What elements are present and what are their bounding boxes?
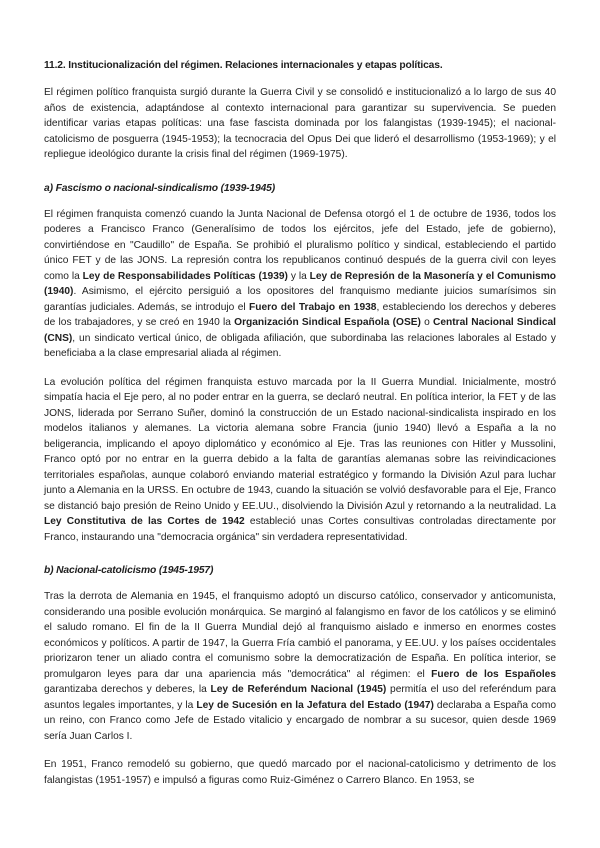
text-run: El régimen franquista comenzó cuando la Junta Nacional de Defensa otorgó el 1 de octubre de 1936, todos los poderes a Francisco Franco (Generalísimo de todos los ejércitos, jefe del Estado, jefe de gobierno), convirtiéndose en "Caudillo" de España. Se prohibió el pluralismo político y sindical, estableciendo el partido único FET y de las JONS. La represión contra los republicanos continuó después de la guerra civil con leyes como la [44,208,556,282]
text-run: La evolución política del régimen franquista estuvo marcada por la II Guerra Mundial. Inicialmente, mostró simpatía hacia el Eje pero, al no poder entrar en la guerra, se declaró neutral. En política interior, la FET y de las JONS, liderada por Serrano Suñer, dominó la construcción de un Estado nacional-sindicalista inspirado en los modelos italianos y alemanes. La victoria alemana sobre Francia (junio 1940) llevó a España a la no beligerancia, implicando el apoyo diplomático y económico al Eje. Tras las reuniones con Hitler y Mussolini, Franco optó por no entrar en la guerra debido a la falta de garantías alemanas sobre las reivindicaciones territoriales españolas, aunque colaboró enviando material estratégico y formando la División Azul para luchar junto a Alemania en la URSS. En octubre de 1943, cuando la situación se volvió desfavorable para el Eje, Franco se distanció bajo presión de Reino Unido y EE.UU., disolviendo la División Azul y retornando a la neutralidad. La [44,376,556,512]
text-run: , estableciendo los derechos y deberes de los trabajadores, y se creó en 1940 la [44,301,557,328]
bold-term: Fuero del Trabajo en 1938 [249,301,377,313]
bold-term: Ley de Responsabilidades Políticas (1939) [82,270,288,282]
text-run: permitía el uso del referéndum para asuntos legales importantes, y la [44,684,556,711]
text-run: estableció unas Cortes consultivas controladas directamente por Franco, instaurando una "democracia orgánica" sin verdadera representatividad. [44,516,556,543]
text-run: declaraba a España como un reino, con Franco como Jefe de Estado vitalicio y encargado de nombrar a su sucesor, quien desde 1969 sería Juan Carlos I. [44,699,557,742]
section-b-heading: b) Nacional-catolicismo (1945-1957) [44,565,214,576]
bold-term: Fuero de los Españoles [431,668,556,680]
text-run: Tras la derrota de Alemania en 1945, el franquismo adoptó un discurso católico, conservador y anticomunista, considerando una posible evolución monárquica. Se marginó al falangismo en favor de los católicos y se eliminó el saludo romano. El fin de la II Guerra Mundial dejó al franquismo aislado e inmerso en enormes costes económicos y políticos. A partir de 1947, la Guerra Fría cambió el panorama, y EE.UU. y los países occidentales priorizaron tener un aliado contra el comunismo sobre la democratización de España. En política interior, se promulgaron leyes para dar una apariencia más "democrática" al régimen: el [44,591,556,680]
bold-term: Central Nacional Sindical (CNS) [44,317,556,344]
section-b-paragraph-2: En 1951, Franco remodeló su gobierno, que quedó marcado por el nacional-catolicismo y detrimento de los falangistas (1951-1957) e impulsó a figuras como Ruiz-Giménez o Carrero Blanco. En 1953, se [44,759,556,786]
bold-term: Ley de Referéndum Nacional (1945) [210,684,387,695]
section-a-paragraph-1 [44,207,556,362]
bold-term: Ley de Sucesión en la Jefatura del Estado (1947) [196,699,434,711]
intro-paragraph: El régimen político franquista surgió durante la Guerra Civil y se consolidó e institucionalizó a lo largo de sus 40 años de existencia, adaptándose al contexto internacional para garantizar su supervivencia. Se pueden identificar varias etapas políticas: una fase fascista dominada por los falangistas (1939-1945); el nacional-catolicismo de posguerra (1945-1953); la tecnocracia del Opus Dei que lideró el desarrollismo (1953-1969); y el repliegue ideológico durante la crisis final del régimen (1969-1975). [44,87,556,160]
text-run: garantizaba derechos y deberes, la [44,684,211,695]
bold-term: Ley Constitutiva de las Cortes de 1942 [44,516,245,527]
bold-term: Organización Sindical Española (OSE) [234,317,421,328]
bold-term: Ley de Represión de la Masonería y el Comunismo (1940) [44,270,556,297]
section-b-paragraph-1 [44,589,556,744]
text-run: o [420,317,433,328]
section-a-heading: a) Fascismo o nacional-sindicalismo (1939-1945) [44,182,276,194]
text-run: . Asimismo, el ejército persiguió a los opositores del franquismo mediante juicios sumarísimos sin garantías judiciales. Además, se introdujo el [44,286,556,313]
text-run: y la [287,270,310,282]
section-a-paragraph-2 [44,375,556,546]
text-run: , un sindicato vertical único, de obligada afiliación, que subordinaba las relaciones laborales al Estado y beneficiaba a la clase empresarial aliada al régimen. [44,332,556,359]
page-title: 11.2. Institucionalización del régimen. Relaciones internacionales y etapas políticas. [44,60,443,71]
